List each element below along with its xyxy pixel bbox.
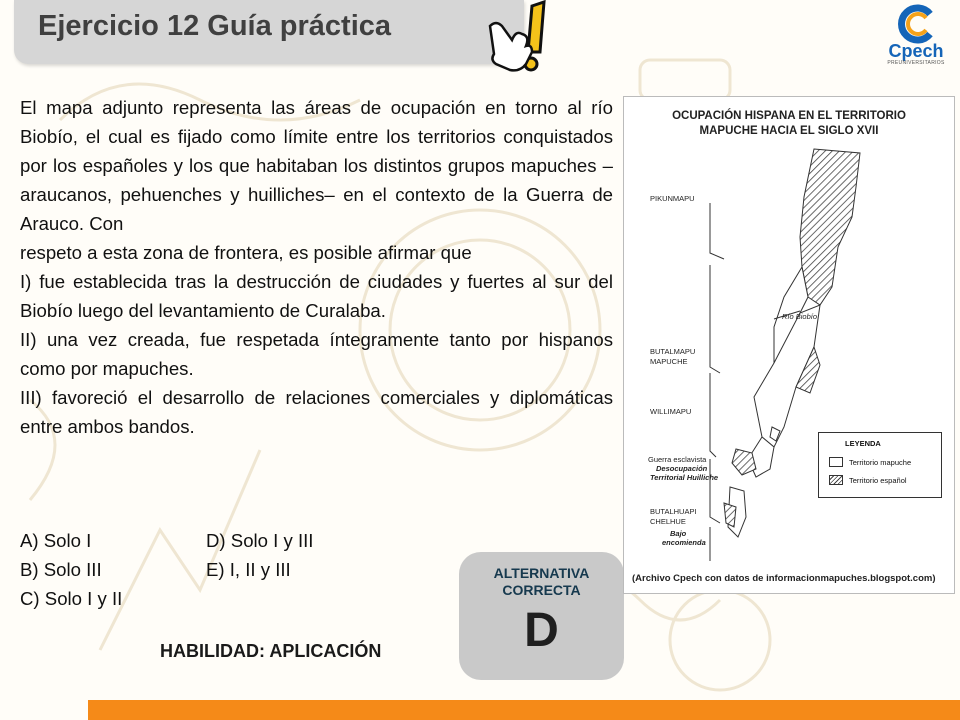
label-guerra-3: Territorial Huilliche	[650, 473, 719, 482]
map-figure	[623, 96, 955, 594]
hand-pointer-icon	[484, 0, 564, 76]
label-butalhuapi-2: CHELHUE	[650, 517, 686, 526]
label-bajo-1: Bajo	[670, 529, 687, 538]
skill-label: HABILIDAD: APLICACIÓN	[160, 641, 382, 661]
territory-south-spanish	[732, 449, 756, 475]
logo-tagline: PREUNIVERSITARIOS	[887, 60, 945, 66]
territory-chiloe-spanish	[724, 503, 736, 527]
statement-ii: II) una vez creada, fue respetada íntegramente tanto por hispanos como por mapuches.	[20, 329, 613, 379]
option-d[interactable]: D) Solo I y III	[206, 530, 314, 551]
option-b[interactable]: B) Solo III	[20, 559, 102, 580]
legend-item-espanol-label: Territorio español	[849, 475, 907, 485]
label-guerra-2: Desocupación	[656, 464, 708, 473]
correct-answer-box	[459, 552, 624, 680]
map-legend	[818, 432, 942, 498]
territory-north-spanish	[800, 149, 860, 305]
answer-label-line2: CORRECTA	[502, 582, 581, 598]
map-title-line2: MAPUCHE HACIA EL SIGLO XVII	[699, 125, 879, 137]
footer-bar	[88, 700, 960, 720]
legend-swatch-hatched	[829, 475, 843, 485]
legend-title: LEYENDA	[845, 439, 881, 448]
label-butalhuapi-1: BUTALHUAPI	[650, 507, 697, 516]
label-bajo-2: encomienda	[662, 538, 706, 547]
question-paragraph: El mapa adjunto representa las áreas de ocupación en torno al río Biobío, el cual es fijado como límite entre los territorios conquistados por los españoles y los que habitaban los distintos grupos mapuches –araucanos, pehuenches y huilliches– en el contexto de la Guerra de Arauco. Con	[20, 97, 613, 234]
map-source: (Archivo Cpech con datos de informacionmapuches.blogspot.com)	[632, 573, 936, 584]
answer-options	[20, 526, 460, 613]
logo-name: Cpech	[888, 41, 944, 61]
statement-i: I) fue establecida tras la destrucción de ciudades y fuertes al sur del Biobío luego del levantamiento de Curalaba.	[20, 271, 613, 321]
option-e[interactable]: E) I, II y III	[206, 559, 291, 580]
answer-letter: D	[524, 604, 559, 657]
legend-item-espanol	[829, 475, 907, 485]
statement-iii: III) favoreció el desarrollo de relaciones comerciales y diplomáticas entre ambos bandos.	[20, 387, 613, 437]
map-title-line1: OCUPACIÓN HISPANA EN EL TERRITORIO	[672, 110, 906, 122]
legend-item-mapuche-label: Territorio mapuche	[849, 457, 912, 467]
title-bar	[14, 0, 524, 64]
label-butalmapu-2: MAPUCHE	[650, 357, 688, 366]
legend-item-mapuche	[829, 457, 911, 467]
page-title: Ejercicio 12 Guía práctica	[38, 10, 392, 42]
label-rio-biobio: Río Biobío	[782, 312, 818, 321]
legend-swatch-plain	[829, 457, 843, 467]
cpech-logo-mark	[896, 4, 936, 44]
label-pikunmapu: PIKUNMAPU	[650, 194, 695, 203]
question-paragraph: respeto a esta zona de frontera, es posible afirmar que	[20, 242, 472, 263]
label-guerra-1: Guerra esclavista	[648, 455, 707, 464]
option-a[interactable]: A) Solo I	[20, 530, 92, 551]
label-willimapu: WILLIMAPU	[650, 407, 692, 416]
map-title	[624, 109, 954, 139]
label-butalmapu-1: BUTALMAPU	[650, 347, 696, 356]
option-c[interactable]: C) Solo I y II	[20, 588, 123, 609]
question-text	[20, 93, 613, 441]
cpech-logo	[880, 4, 952, 76]
answer-label-line1: ALTERNATIVA	[493, 565, 590, 581]
answer-label	[459, 565, 624, 599]
